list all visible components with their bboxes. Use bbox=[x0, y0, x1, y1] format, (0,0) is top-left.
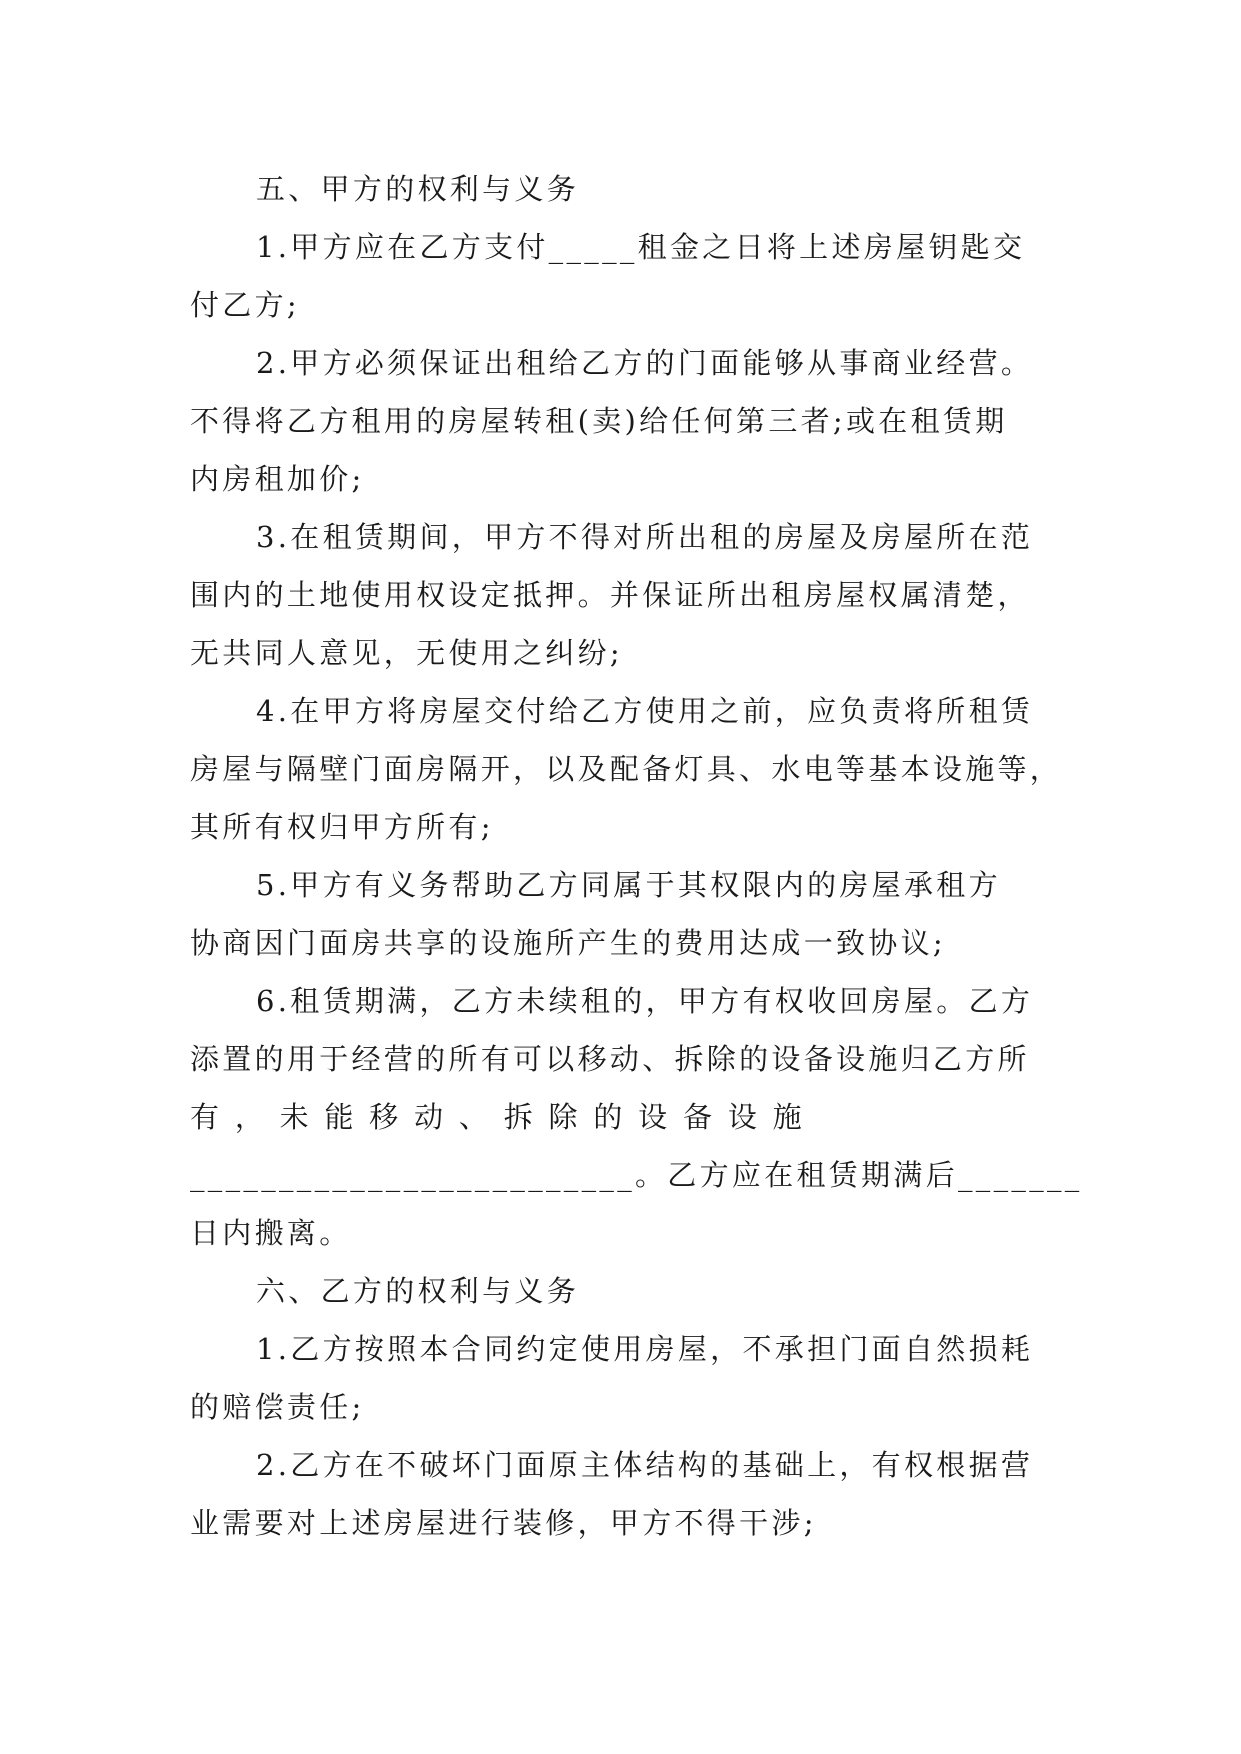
text-line: 3.在租赁期间，甲方不得对所出租的房屋及房屋所在范 bbox=[256, 520, 1034, 554]
section-heading-six: 六、乙方的权利与义务 bbox=[256, 1274, 580, 1308]
section-heading-five: 五、甲方的权利与义务 bbox=[256, 172, 580, 206]
text-line: 1.甲方应在乙方支付_____租金之日将上述房屋钥匙交 bbox=[256, 230, 1026, 264]
text-line: 协商因门面房共享的设施所产生的费用达成一致协议; bbox=[190, 926, 946, 960]
text-line: 其所有权归甲方所有; bbox=[190, 810, 494, 844]
text-line: 业需要对上述房屋进行装修，甲方不得干涉; bbox=[190, 1506, 817, 1540]
text-line: 不得将乙方租用的房屋转租(卖)给任何第三者;或在租赁期 bbox=[190, 404, 1008, 438]
text-line: 房屋与隔壁门面房隔开，以及配备灯具、水电等基本设施等， bbox=[190, 752, 1063, 786]
text-line: 无共同人意见，无使用之纠纷; bbox=[190, 636, 623, 670]
text-line: 2.乙方在不破坏门面原主体结构的基础上，有权根据营 bbox=[256, 1448, 1034, 1482]
text-line: 4.在甲方将房屋交付给乙方使用之前，应负责将所租赁 bbox=[256, 694, 1034, 728]
text-line: 有 ， 未 能 移 动 、 拆 除 的 设 备 设 施 bbox=[190, 1100, 805, 1134]
text-line: _________________________。乙方应在租赁期满后_______ bbox=[190, 1158, 1083, 1192]
text-line: 2.甲方必须保证出租给乙方的门面能够从事商业经营。 bbox=[256, 346, 1034, 380]
text-line: 日内搬离。 bbox=[190, 1216, 352, 1250]
document-body bbox=[190, 160, 1083, 1552]
text-line: 1.乙方按照本合同约定使用房屋，不承担门面自然损耗 bbox=[256, 1332, 1034, 1366]
text-line: 内房租加价; bbox=[190, 462, 365, 496]
text-line: 添置的用于经营的所有可以移动、拆除的设备设施归乙方所 bbox=[190, 1042, 1030, 1076]
text-line: 5.甲方有义务帮助乙方同属于其权限内的房屋承租方 bbox=[256, 868, 1001, 902]
text-line: 6.租赁期满，乙方未续租的，甲方有权收回房屋。乙方 bbox=[256, 984, 1034, 1018]
text-line: 的赔偿责任; bbox=[190, 1390, 365, 1424]
text-line: 围内的土地使用权设定抵押。并保证所出租房屋权属清楚， bbox=[190, 578, 1030, 612]
text-line: 付乙方; bbox=[190, 288, 300, 322]
